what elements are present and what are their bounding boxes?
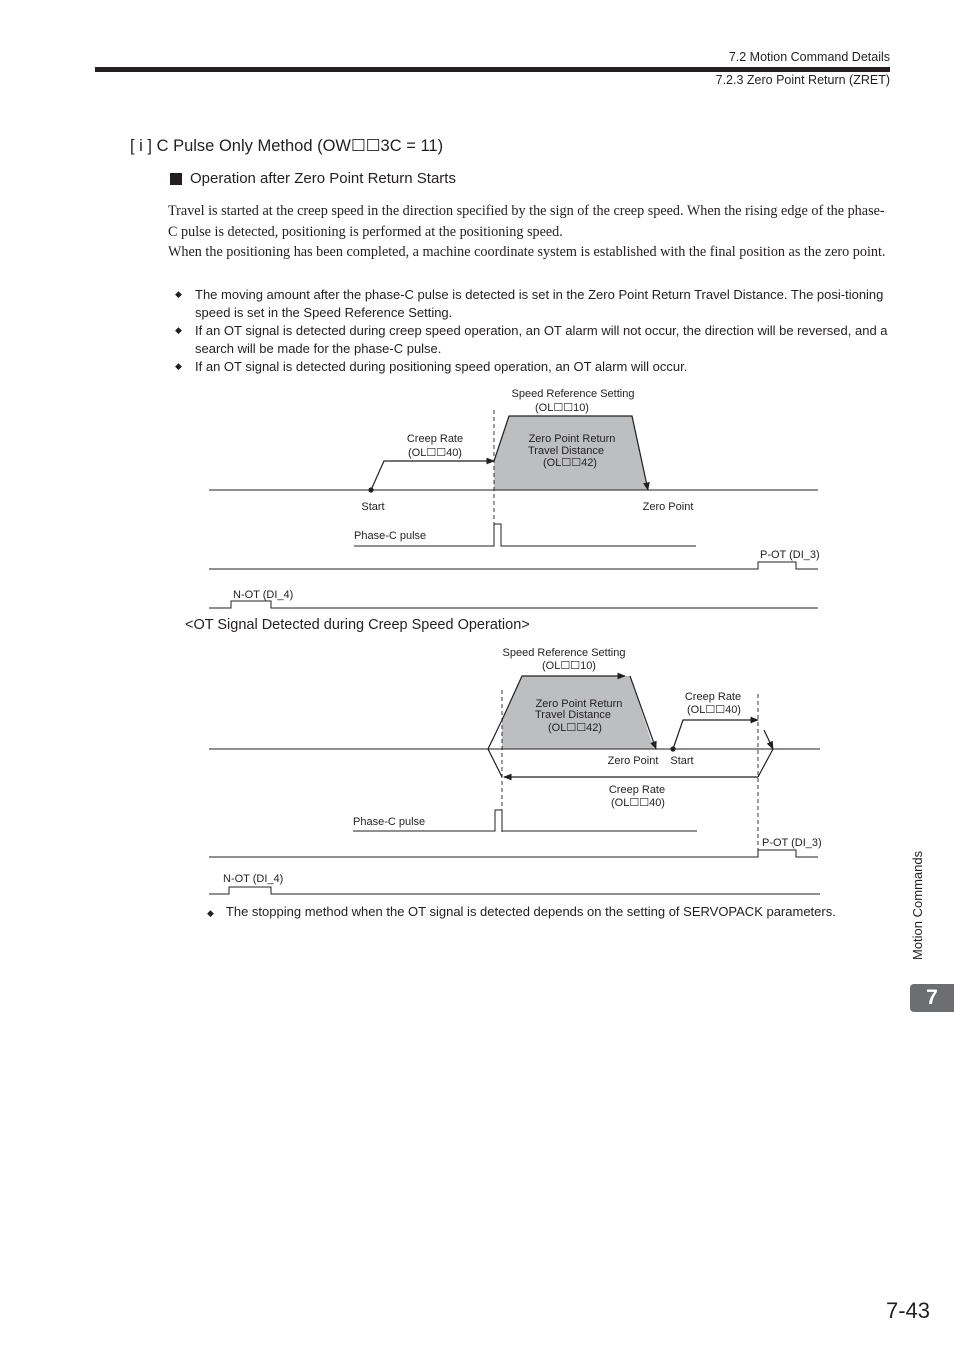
n-ot-signal	[209, 601, 818, 608]
zero-point-return-diagram	[0, 0, 954, 620]
header-section: 7.2 Motion Command Details	[728, 50, 890, 64]
header-subsection: 7.2.3 Zero Point Return (ZRET)	[715, 73, 890, 87]
p-ot-label: P-OT (DI_3)	[760, 549, 820, 561]
start-label: Start	[670, 755, 694, 767]
zero-point-label: Zero Point	[607, 755, 659, 767]
start-label: Start	[361, 501, 385, 513]
creep-rate-bottom-label: Creep Rate	[608, 784, 666, 796]
bullet-text: If an OT signal is detected during creep speed operation, an OT alarm will not occur, the direction will be reversed, and a search will be made for the phase-C pulse.	[195, 323, 888, 356]
diamond-bullet-icon: ◆	[175, 289, 182, 299]
note	[207, 904, 836, 919]
ot-creep-speed-diagram	[0, 640, 954, 900]
p-ot-signal	[209, 850, 818, 857]
creep-rate-register: (OL☐☐40)	[408, 447, 462, 459]
paragraph-1: Travel is started at the creep speed in the direction specified by the sign of the creep speed. When the rising edge of the phase-C pulse is detected, positioning is performed at the positioning speed.	[168, 203, 885, 240]
travel-distance-register: (OL☐☐42)	[548, 722, 602, 734]
chapter-tab: 7	[910, 984, 954, 1012]
ot-decel-line	[764, 730, 773, 749]
section-title: [ i ] C Pulse Only Method (OW☐☐3C = 11)	[130, 137, 444, 155]
travel-distance-register: (OL☐☐42)	[543, 457, 597, 469]
reverse-start	[758, 749, 773, 777]
creep-speed-line	[371, 461, 494, 490]
creep-rate-label: Creep Rate	[406, 433, 464, 445]
diagram2-caption: <OT Signal Detected during Creep Speed Operation>	[185, 617, 530, 633]
phase-c-label: Phase-C pulse	[354, 530, 427, 542]
paragraph-2: When the positioning has been completed, a machine coordinate system is established with the final position as the zero point.	[168, 244, 886, 260]
phase-c-label: Phase-C pulse	[353, 816, 426, 828]
bullet-text: If an OT signal is detected during positioning speed operation, an OT alarm will occur.	[195, 359, 688, 374]
note-text: The stopping method when the OT signal is detected depends on the setting of SERVOPACK parameters.	[225, 904, 836, 919]
side-chapter-label: Motion Commands	[910, 850, 925, 960]
travel-distance-label-1: Zero Point Return	[528, 433, 616, 445]
start-point-dot	[368, 487, 373, 492]
speed-ref-register: (OL☐☐10)	[535, 402, 589, 414]
bullet-text: The moving amount after the phase-C pulse is detected is set in the Zero Point Return Travel Distance. The posi-tioning speed is set in the Speed Reference Setting.	[195, 287, 884, 320]
diamond-bullet-icon: ◆	[175, 325, 182, 335]
creep-rate-bottom-register: (OL☐☐40)	[611, 797, 665, 809]
zero-point-label: Zero Point	[642, 501, 694, 513]
speed-ref-label: Speed Reference Setting	[511, 388, 635, 400]
diamond-bullet-icon: ◆	[207, 908, 214, 918]
page-number: 7-43	[885, 1298, 930, 1323]
speed-ref-register: (OL☐☐10)	[542, 660, 596, 672]
n-ot-label: N-OT (DI_4)	[223, 873, 284, 885]
creep-rate-top-register: (OL☐☐40)	[687, 704, 741, 716]
travel-distance-label-1: Zero Point Return	[535, 698, 623, 710]
p-ot-label: P-OT (DI_3)	[762, 837, 822, 849]
diamond-bullet-icon: ◆	[175, 361, 182, 371]
speed-ref-label: Speed Reference Setting	[502, 647, 626, 659]
creep-forward-line	[673, 720, 758, 749]
subsection-title: Operation after Zero Point Return Starts	[190, 170, 456, 187]
n-ot-signal	[209, 887, 820, 894]
n-ot-label: N-OT (DI_4)	[233, 589, 294, 601]
start-point-dot	[670, 746, 675, 751]
travel-distance-label-2: Travel Distance	[534, 709, 612, 721]
creep-rate-top-label: Creep Rate	[684, 691, 742, 703]
travel-distance-label-2: Travel Distance	[527, 445, 605, 457]
p-ot-signal	[209, 562, 818, 569]
